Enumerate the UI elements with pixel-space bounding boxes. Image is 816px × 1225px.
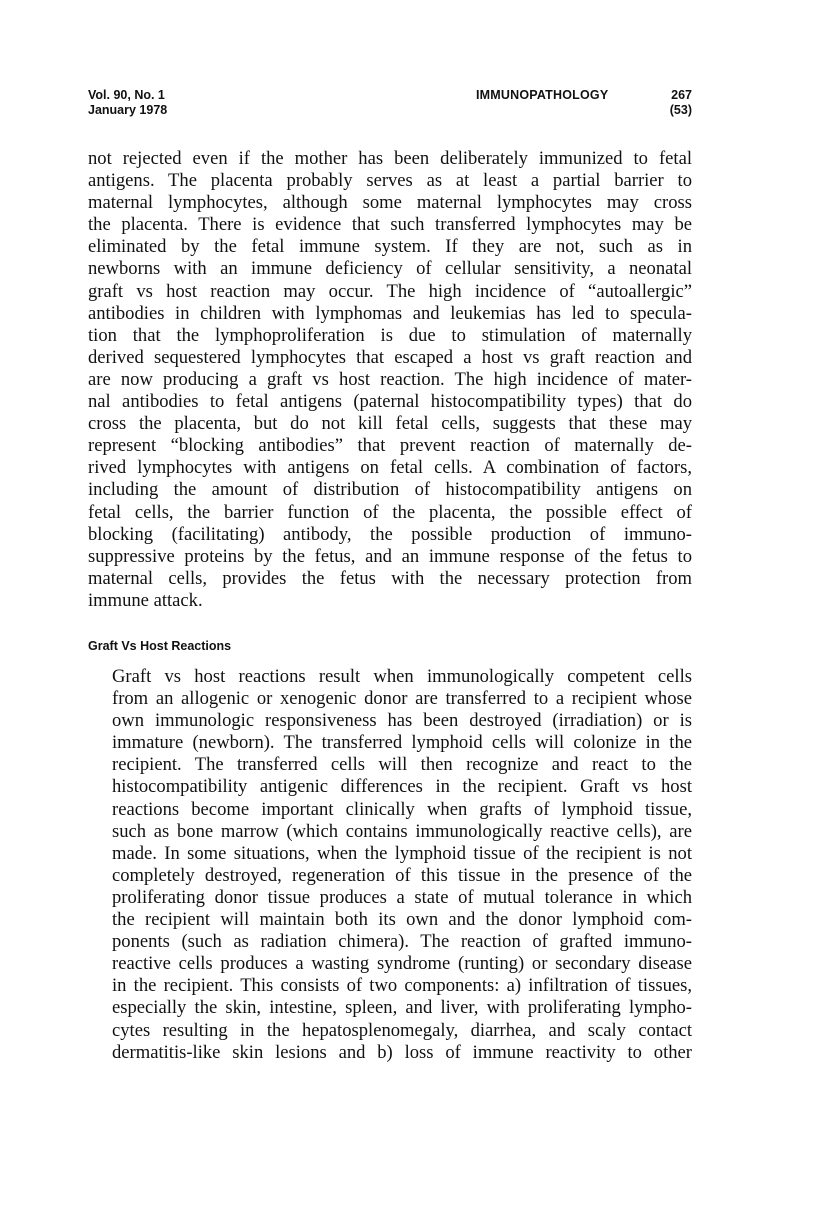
page-numbers (670, 88, 692, 118)
text-line: are now producing a graft vs host reaction. The high incidence of mater- (88, 368, 692, 390)
text-line: nal antibodies to fetal antigens (paternal histocompatibility types) that do (88, 391, 692, 413)
text-line: ponents (such as radiation chimera). The reaction of grafted immuno- (112, 931, 692, 953)
text-line: own immunologic responsiveness has been destroyed (irradiation) or is (112, 710, 692, 732)
text-line: maternal lymphocytes, although some maternal lymphocytes may cross (88, 192, 692, 214)
text-line: fetal cells, the barrier function of the placenta, the possible effect of (88, 501, 692, 523)
text-line: antibodies in children with lymphomas and leukemias has led to specula- (88, 302, 692, 324)
running-header (88, 88, 692, 124)
journal-citation (88, 88, 167, 118)
text-line: represent “blocking antibodies” that prevent reaction of maternally de- (88, 435, 692, 457)
text-line: eliminated by the fetal immune system. If they are not, such as in (88, 236, 692, 258)
section-heading: Graft Vs Host Reactions (88, 639, 232, 653)
section-title: IMMUNOPATHOLOGY (476, 88, 609, 102)
text-line: dermatitis-like skin lesions and b) loss of immune reactivity to other (112, 1041, 692, 1063)
text-line: in the recipient. This consists of two components: a) infiltration of tissues, (112, 975, 692, 997)
text-line: completely destroyed, regeneration of this tissue in the presence of the (112, 864, 692, 886)
text-line: Graft vs host reactions result when immunologically competent cells (112, 666, 692, 687)
text-line: not rejected even if the mother has been deliberately immunized to fetal (88, 148, 692, 169)
text-line: maternal cells, provides the fetus with the necessary protection from (88, 567, 692, 589)
volume-issue: Vol. 90, No. 1 (88, 88, 165, 102)
page-number-alt: (53) (669, 103, 692, 117)
text-line: reactive cells produces a wasting syndrome (runting) or secondary disease (112, 953, 692, 975)
issue-date: January 1978 (88, 103, 168, 117)
text-line: immature (newborn). The transferred lymphoid cells will colonize in the (112, 732, 692, 754)
text-line: especially the skin, intestine, spleen, and liver, with proliferating lympho- (112, 997, 692, 1019)
text-line: made. In some situations, when the lymphoid tissue of the recipient is not (112, 842, 692, 864)
text-line: blocking (facilitating) antibody, the possible production of immuno- (88, 523, 692, 545)
text-line: immune attack. (88, 589, 203, 611)
text-line: tion that the lymphoproliferation is due to stimulation of maternally (88, 324, 692, 346)
text-line: proliferating donor tissue produces a state of mutual tolerance in which (112, 886, 692, 908)
paragraph-graft-vs-host (88, 666, 692, 1064)
text-line: cytes resulting in the hepatosplenomegaly, diarrhea, and scaly contact (112, 1019, 692, 1041)
text-line: newborns with an immune deficiency of cellular sensitivity, a neonatal (88, 258, 692, 280)
text-line: the recipient will maintain both its own and the donor lymphoid com- (112, 909, 692, 931)
paragraph-placental-barrier (88, 148, 692, 612)
page-number: 267 (671, 88, 692, 102)
text-line: reactions become important clinically when grafts of lymphoid tissue, (112, 798, 692, 820)
text-line: including the amount of distribution of histocompatibility antigens on (88, 479, 692, 501)
text-line: recipient. The transferred cells will then recognize and react to the (112, 754, 692, 776)
text-line: suppressive proteins by the fetus, and an immune response of the fetus to (88, 545, 692, 567)
text-line: derived sequestered lymphocytes that escaped a host vs graft reaction and (88, 346, 692, 368)
text-line: antigens. The placenta probably serves as at least a partial barrier to (88, 170, 692, 192)
text-line: rived lymphocytes with antigens on fetal cells. A combination of factors, (88, 457, 692, 479)
text-line: graft vs host reaction may occur. The high incidence of “autoallergic” (88, 280, 692, 302)
text-line: the placenta. There is evidence that such transferred lymphocytes may be (88, 214, 692, 236)
text-line: from an allogenic or xenogenic donor are transferred to a recipient whose (112, 688, 692, 710)
text-line: histocompatibility antigenic differences in the recipient. Graft vs host (112, 776, 692, 798)
text-line: such as bone marrow (which contains immunologically reactive cells), are (112, 820, 692, 842)
text-line: cross the placenta, but do not kill fetal cells, suggests that these may (88, 413, 692, 435)
